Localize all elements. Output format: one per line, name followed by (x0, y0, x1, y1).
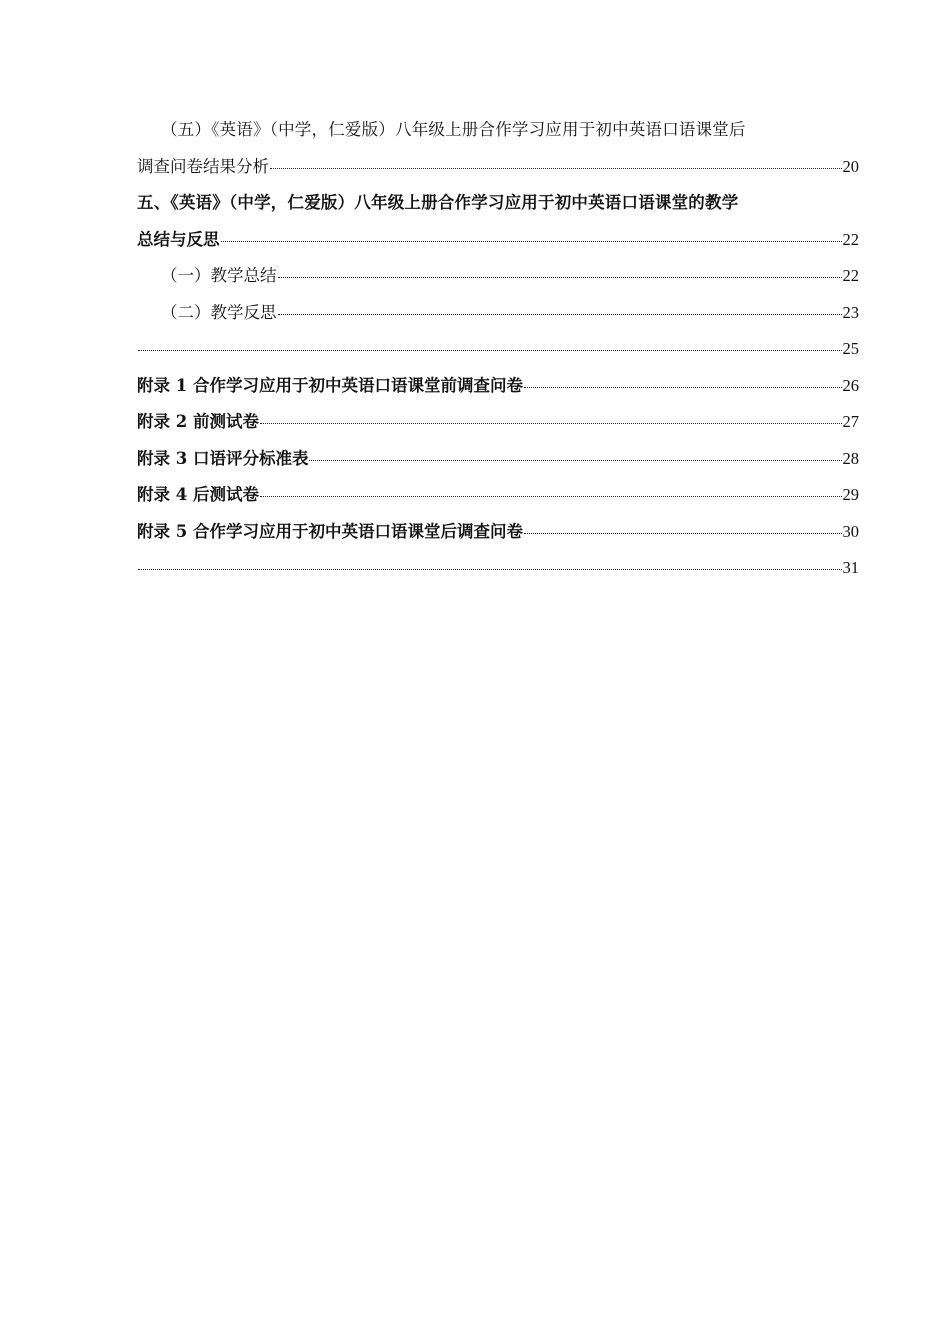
toc-entry-appendix-3[interactable] (137, 441, 859, 478)
toc-entry-label: 附录 1 合作学习应用于初中英语口语课堂前调查问卷 (137, 375, 523, 395)
toc-entry-appendix-2[interactable] (137, 404, 859, 441)
dot-leader (138, 569, 842, 570)
dot-leader (260, 423, 842, 424)
toc-entry-label: （一）教学总结 (161, 266, 277, 285)
toc-page-number: 30 (842, 521, 859, 541)
table-of-contents (137, 112, 859, 587)
toc-page-number: 25 (842, 339, 859, 358)
toc-entry-chapter-5-heading[interactable] (137, 185, 859, 222)
toc-entry-5-5[interactable] (137, 149, 859, 186)
dot-leader (138, 350, 842, 351)
toc-page-number: 26 (842, 375, 859, 395)
toc-page-number: 28 (842, 448, 859, 468)
toc-page-number: 22 (842, 266, 859, 285)
toc-page-number: 20 (842, 156, 859, 176)
toc-entry-label: 五、《英语》（中学，仁爱版）八年级上册合作学习应用于初中英语口语课堂的教学 (137, 193, 739, 212)
toc-page-number: 29 (842, 485, 859, 504)
toc-entry-label: 附录 4 后测试卷 (137, 485, 259, 504)
toc-entry-label: 附录 3 口语评分标准表 (137, 448, 309, 468)
toc-entry-label: 调查问卷结果分析 (137, 156, 269, 176)
toc-entry-label: （二）教学反思 (161, 302, 277, 322)
toc-entry-untitled-25[interactable] (137, 331, 859, 368)
toc-entry-teaching-summary[interactable] (137, 258, 859, 295)
toc-entry-5-5-heading[interactable] (137, 112, 859, 149)
dot-leader (309, 460, 841, 461)
toc-entry-appendix-4[interactable] (137, 477, 859, 514)
toc-entry-label: 附录 2 前测试卷 (137, 412, 259, 431)
dot-leader (270, 168, 842, 169)
toc-entry-label: （五）《英语》（中学，仁爱版）八年级上册合作学习应用于初中英语口语课堂后 (161, 120, 746, 139)
dot-leader (524, 387, 842, 388)
toc-entry-label: 总结与反思 (137, 229, 220, 249)
toc-entry-untitled-31[interactable] (137, 550, 859, 587)
toc-entry-teaching-reflection[interactable] (137, 295, 859, 332)
toc-page-number: 31 (842, 558, 859, 577)
toc-entry-appendix-5[interactable] (137, 514, 859, 551)
dot-leader (278, 277, 842, 278)
dot-leader (278, 314, 842, 315)
toc-page-number: 22 (842, 229, 859, 249)
toc-page-number: 23 (842, 302, 859, 322)
toc-entry-label: 附录 5 合作学习应用于初中英语口语课堂后调查问卷 (137, 521, 523, 541)
toc-entry-chapter-5[interactable] (137, 222, 859, 259)
toc-page-number: 27 (842, 412, 859, 431)
dot-leader (524, 533, 842, 534)
dot-leader (221, 241, 842, 242)
dot-leader (260, 496, 842, 497)
toc-entry-appendix-1[interactable] (137, 368, 859, 405)
